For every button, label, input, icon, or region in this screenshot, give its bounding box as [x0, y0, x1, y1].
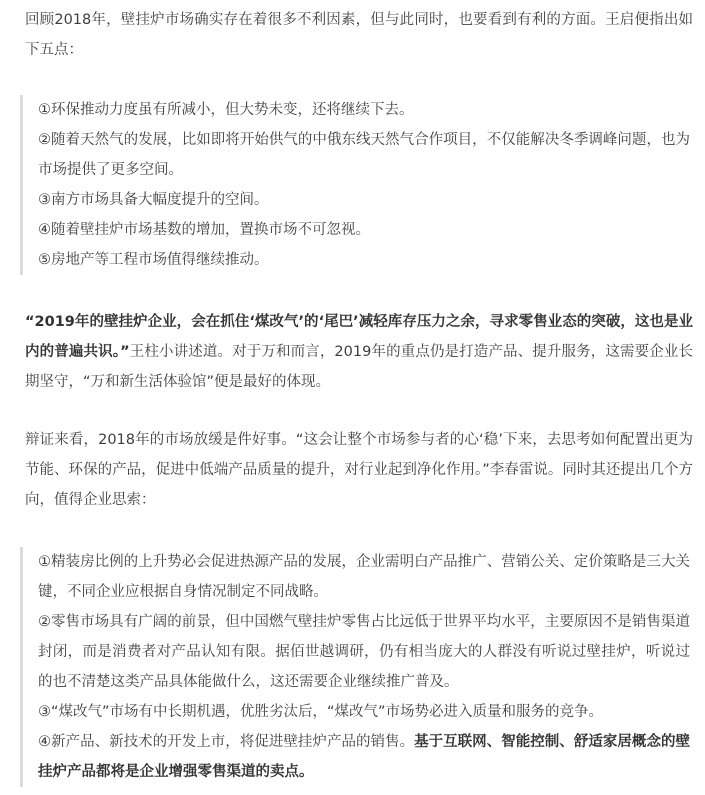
quote-paragraph [25, 307, 693, 397]
point-text: ④新产品、新技术的开发上市，将促进壁挂炉产品的销售。 [38, 734, 415, 750]
list-item: ①环保推动力度虽有所减小，但大势未变，还将继续下去。 [38, 102, 414, 118]
point-bold-text: 基于互联网、智能控制、舒适家居概念的壁挂炉产品都将是企业增强零售渠道的卖点。 [38, 734, 691, 780]
list-item: ⑤房地产等工程市场值得继续推动。 [38, 252, 269, 268]
bold-quote: “2019年的壁挂炉企业，会在抓住‘煤改气’的‘尾巴’减轻库存压力之余，寻求零售业态的突破，这也是业内的普遍共识。” [25, 314, 693, 360]
list-item: ②零售市场具有广阔的前景，但中国燃气壁挂炉零售占比远低于世界平均水平，主要原因不是销售渠道封闭，而是消费者对产品认知有限。据佰世越调研，仍有相当庞大的人群没有听说过壁挂炉，听说过的也不清楚这类产品具体能做什么，这还需要企业继续推广普及。 [38, 614, 690, 690]
points-quote-2 [20, 547, 690, 787]
points-quote-1 [20, 95, 690, 275]
list-item: ①精装房比例的上升势必会促进热源产品的发展，企业需明白产品推广、营销公关、定价策略是三大关键，不同企业应根据自身情况制定不同战略。 [38, 554, 690, 600]
list-item: ④随着壁挂炉市场基数的增加，置换市场不可忽视。 [38, 222, 370, 238]
list-item: ②随着天然气的发展，比如即将开始供气的中俄东线天然气合作项目，不仅能解决冬季调峰问题，也为市场提供了更多空间。 [38, 132, 690, 178]
intro-paragraph: 回顾2018年，壁挂炉市场确实存在着很多不利因素，但与此同时，也要看到有利的方面。王启便指出如下五点： [25, 12, 693, 58]
list-item [38, 727, 690, 787]
analysis-paragraph: 辩证来看，2018年的市场放缓是件好事。“这会让整个市场参与者的心‘稳’下来，去思考如何配置出更为节能、环保的产品，促进中低端产品质量的提升，对行业起到净化作用。”李春雷说。同时其还提出几个方向，值得企业思索： [25, 432, 693, 508]
list-item: ③“煤改气”市场有中长期机遇，优胜劣汰后，“煤改气”市场势必进入质量和服务的竞争。 [38, 704, 604, 720]
list-item: ③南方市场具备大幅度提升的空间。 [38, 192, 269, 208]
quote-attribution: 王柱小讲述道。对于万和而言，2019年的重点仍是打造产品、提升服务，这需要企业长期坚守，“万和新生活体验馆”便是最好的体现。 [25, 344, 693, 390]
